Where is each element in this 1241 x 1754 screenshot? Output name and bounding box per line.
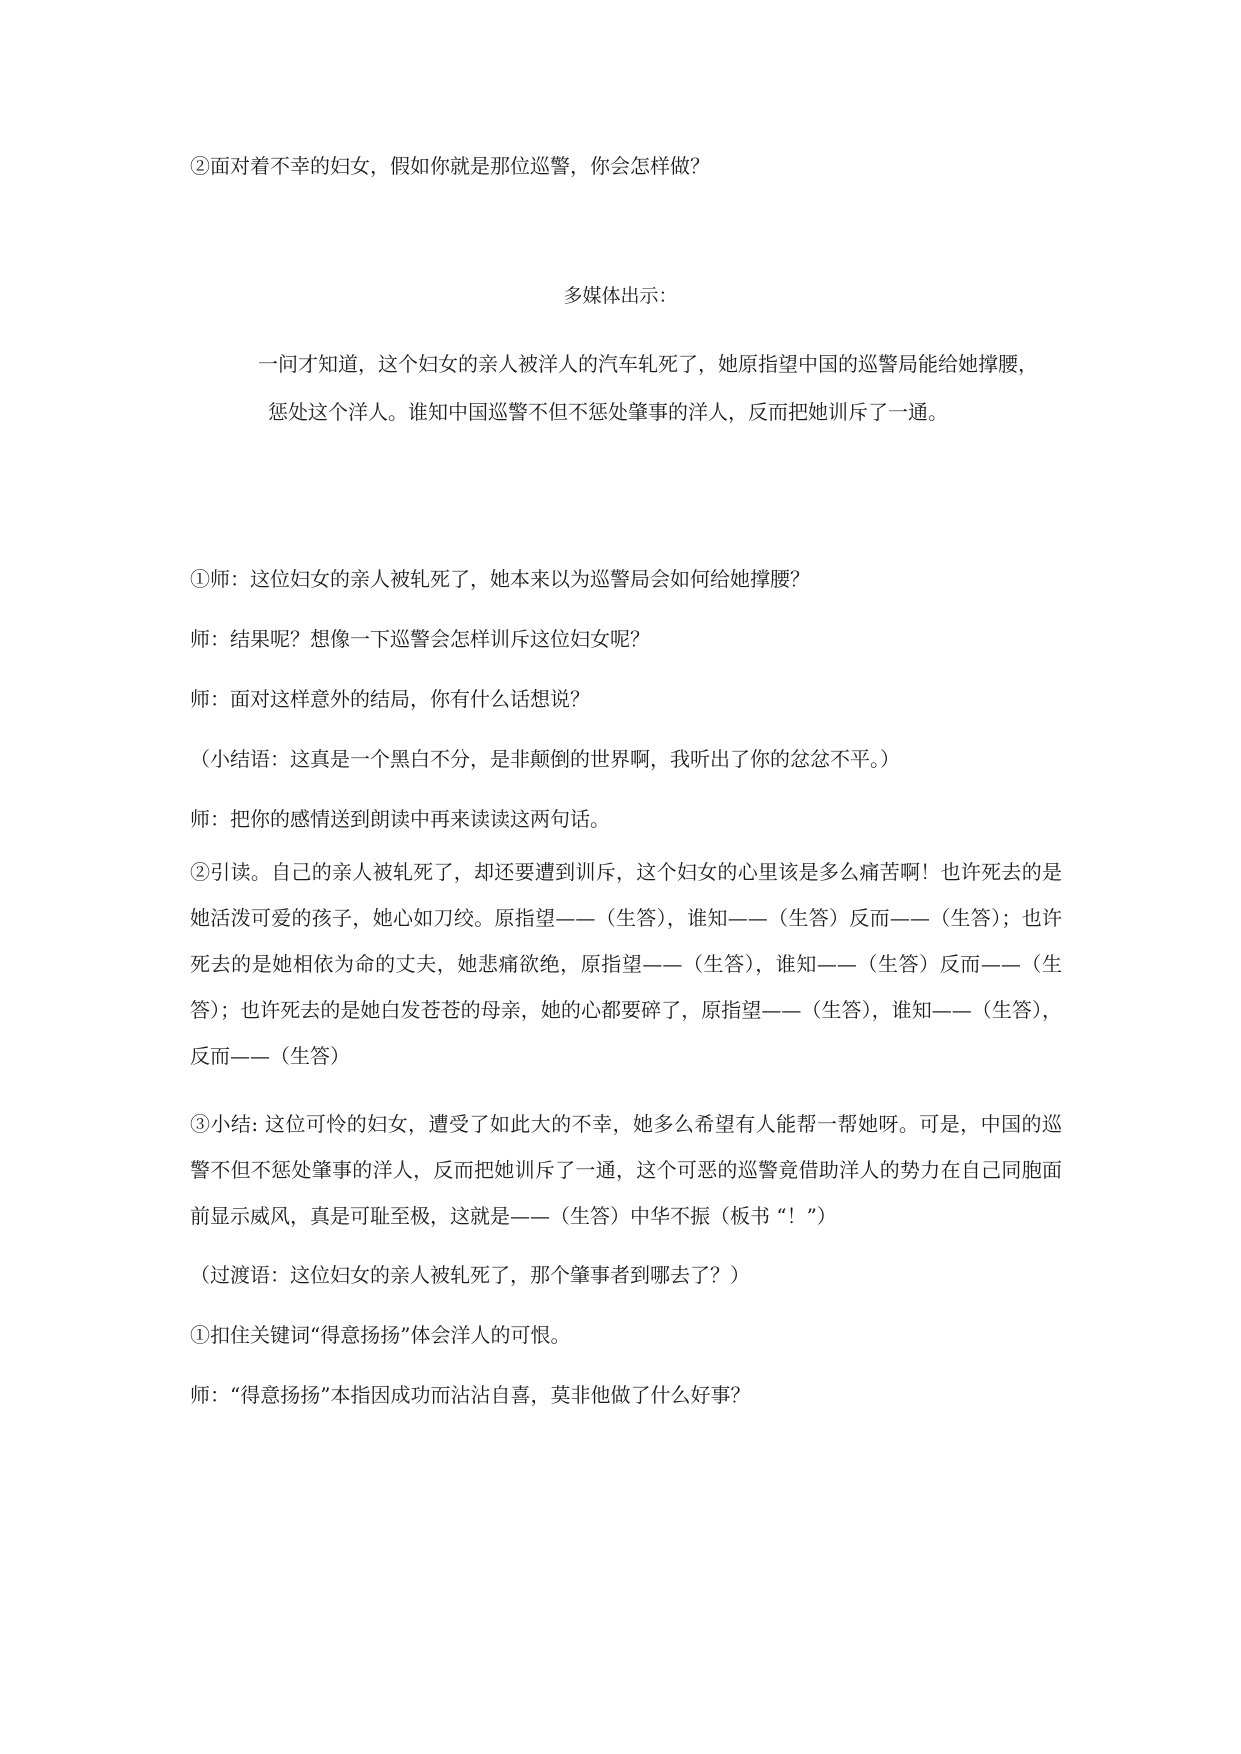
teacher-question-2: 师：结果呢？想像一下巡警会怎样训斥这位妇女呢？ — [190, 627, 650, 651]
multimedia-quote-line-2: 惩处这个洋人。谁知中国巡警不但不惩处肇事的洋人，反而把她训斥了一通。 — [268, 400, 948, 424]
guided-reading-paragraph: ②引读。自己的亲人被轧死了，却还要遭到训斥，这个妇女的心里该是多么痛苦啊！也许死去的是她活泼可爱的孩子，她心如刀绞。原指望——（生答），谁知——（生答）反而——（生答）；也许死去的是她相依为命的丈夫，她悲痛欲绝，原指望——（生答），谁知——（生答）反而——（生答）；也许死去的是她白发苍苍的母亲，她的心都要碎了，原指望——（生答），谁知——（生答），反而——（生答） — [190, 860, 1062, 1068]
teacher-question-3: 师：面对这样意外的结局，你有什么话想说？ — [190, 687, 590, 711]
summary-paragraph-3: ③小结: 这位可怜的妇女，遭受了如此大的不幸，她多么希望有人能帮一帮她呀。可是，中国的巡警不但不惩处肇事的洋人，反而把她训斥了一通，这个可恶的巡警竟借助洋人的势力在自己同胞面前显示威风，真是可耻至极，这就是——（生答）中华不振（板书 “！”） — [190, 1112, 1062, 1228]
summary-note: （小结语：这真是一个黑白不分，是非颠倒的世界啊，我听出了你的忿忿不平。） — [190, 747, 900, 771]
teacher-question-1: ①师：这位妇女的亲人被轧死了，她本来以为巡警局会如何给她撑腰？ — [190, 567, 810, 591]
multimedia-heading: 多媒体出示： — [563, 285, 678, 307]
keyword-item: ①扣住关键词“得意扬扬”体会洋人的可恨。 — [190, 1323, 571, 1347]
teacher-question-4: 师：把你的感情送到朗读中再来读读这两句话。 — [190, 807, 610, 831]
teacher-question-5: 师：“得意扬扬”本指因成功而沾沾自喜，莫非他做了什么好事？ — [190, 1383, 751, 1407]
question-face-woman: ②面对着不幸的妇女，假如你就是那位巡警，你会怎样做？ — [190, 154, 710, 178]
multimedia-quote-line-1: 一问才知道，这个妇女的亲人被洋人的汽车轧死了，她原指望中国的巡警局能给她撑腰， — [258, 352, 1038, 376]
transition-note: （过渡语：这位妇女的亲人被轧死了，那个肇事者到哪去了？） — [190, 1263, 750, 1287]
